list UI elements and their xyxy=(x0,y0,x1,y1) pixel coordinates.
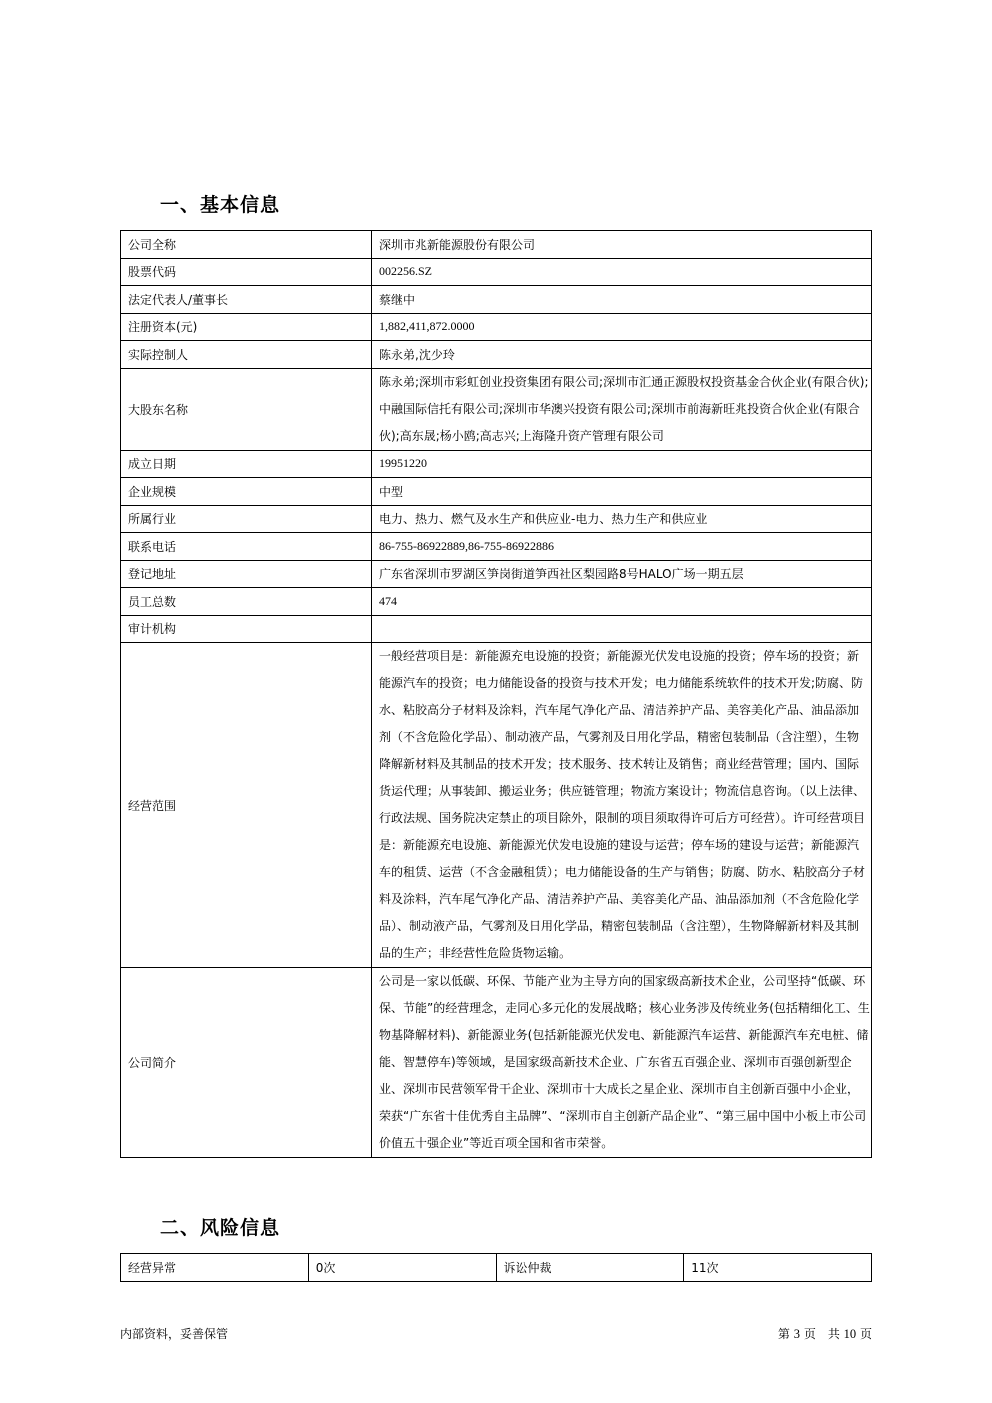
table-row xyxy=(121,478,872,506)
phone-label: 联系电话 xyxy=(121,533,372,561)
table-row xyxy=(121,588,872,616)
basic-info-table xyxy=(120,230,872,1158)
table-row xyxy=(121,450,872,478)
page-current: 3 xyxy=(793,1327,800,1341)
controller-value: 陈永弟,沈少玲 xyxy=(372,341,872,369)
shareholders-label: 大股东名称 xyxy=(121,368,372,450)
table-row xyxy=(121,1254,872,1282)
stock-code-label: 股票代码 xyxy=(121,258,372,286)
business-scope-value: 一般经营项目是：新能源充电设施的投资；新能源光伏发电设施的投资；停车场的投资；新能源汽车的投资；电力储能设备的投资与技术开发；电力储能系统软件的技术开发;防腐、防水、粘胶高分子材料及涂料，汽车尾气净化产品、清洁养护产品、美容美化产品、油品添加剂（不含危险化学品）、制动液产品，气雾剂及日用化学品，精密包装制品（含注塑），生物降解新材料及其制品的技术开发；技术服务、技术转让及销售；商业经营管理；国内、国际货运代理；从事装卸、搬运业务；供应链管理；物流方案设计；物流信息咨询。（以上法律、行政法规、国务院决定禁止的项目除外，限制的项目须取得许可后方可经营）。许可经营项目是：新能源充电设施、新能源光伏发电设施的建设与运营；停车场的建设与运营；新能源汽车的租赁、运营（不含金融租赁）；电力储能设备的生产与销售；防腐、防水、粘胶高分子材料及涂料，汽车尾气净化产品、清洁养护产品、美容美化产品、油品添加剂（不含危险化学品）、制动液产品，气雾剂及日用化学品，精密包装制品（含注塑），生物降解新材料及其制品的生产；非经营性危险货物运输。 xyxy=(372,643,872,968)
table-row xyxy=(121,286,872,314)
abnormal-label: 经营异常 xyxy=(121,1254,309,1282)
reg-capital-value: 1,882,411,872.0000 xyxy=(372,313,872,341)
profile-value: 公司是一家以低碳、环保、节能产业为主导方向的国家级高新技术企业，公司坚持“低碳、环保、节能”的经营理念，走同心多元化的发展战略；核心业务涉及传统业务(包括精细化工、生物基降解材料)、新能源业务(包括新能源光伏发电、新能源汽车运营、新能源汽车充电桩、储能、智慧停车)等领域，是国家级高新技术企业、广东省五百强企业、深圳市百强创新型企业、深圳市民营领军骨干企业、深圳市十大成长之星企业、深圳市自主创新百强中小企业，荣获“广东省十佳优秀自主品牌”、“深圳市自主创新产品企业”、“第三届中国中小板上市公司价值五十强企业”等近百项全国和省市荣誉。 xyxy=(372,968,872,1158)
table-row xyxy=(121,368,872,450)
auditor-label: 审计机构 xyxy=(121,615,372,643)
table-row xyxy=(121,505,872,533)
page-suffix: 页 xyxy=(859,1327,872,1341)
risk-info-table xyxy=(120,1253,872,1282)
business-scope-label: 经营范围 xyxy=(121,643,372,968)
company-name-value: 深圳市兆新能源股份有限公司 xyxy=(372,231,872,259)
table-row xyxy=(121,341,872,369)
table-row xyxy=(121,560,872,588)
profile-label: 公司简介 xyxy=(121,968,372,1158)
address-value: 广东省深圳市罗湖区笋岗街道笋西社区梨园路8号HALO广场一期五层 xyxy=(372,560,872,588)
table-row xyxy=(121,643,872,968)
litigation-label: 诉讼仲裁 xyxy=(496,1254,684,1282)
founded-value: 19951220 xyxy=(372,450,872,478)
page-total: 10 xyxy=(843,1327,857,1341)
controller-label: 实际控制人 xyxy=(121,341,372,369)
industry-value: 电力、热力、燃气及水生产和供应业-电力、热力生产和供应业 xyxy=(372,505,872,533)
page-prefix: 第 xyxy=(777,1327,790,1341)
employees-label: 员工总数 xyxy=(121,588,372,616)
phone-value: 86-755-86922889,86-755-86922886 xyxy=(372,533,872,561)
legal-rep-label: 法定代表人/董事长 xyxy=(121,286,372,314)
industry-label: 所属行业 xyxy=(121,505,372,533)
section-title-risk-info: 二、风险信息 xyxy=(160,1217,281,1239)
company-name-label: 公司全称 xyxy=(121,231,372,259)
reg-capital-label: 注册资本(元) xyxy=(121,313,372,341)
table-row xyxy=(121,968,872,1158)
table-row xyxy=(121,258,872,286)
footer-confidential-note: 内部资料，妥善保管 xyxy=(120,1327,229,1341)
table-row xyxy=(121,231,872,259)
table-row xyxy=(121,615,872,643)
scale-value: 中型 xyxy=(372,478,872,506)
founded-label: 成立日期 xyxy=(121,450,372,478)
legal-rep-value: 蔡继中 xyxy=(372,286,872,314)
litigation-value: 11次 xyxy=(684,1254,872,1282)
section-title-basic-info: 一、基本信息 xyxy=(160,194,281,216)
page-mid: 页 共 xyxy=(803,1327,840,1341)
table-row xyxy=(121,533,872,561)
scale-label: 企业规模 xyxy=(121,478,372,506)
stock-code-value: 002256.SZ xyxy=(372,258,872,286)
shareholders-value: 陈永弟;深圳市彩虹创业投资集团有限公司;深圳市汇通正源股权投资基金合伙企业(有限合伙);中融国际信托有限公司;深圳市华澳兴投资有限公司;深圳市前海新旺兆投资合伙企业(有限合伙);高东晟;杨小鸥;高志兴;上海隆升资产管理有限公司 xyxy=(372,368,872,450)
address-label: 登记地址 xyxy=(121,560,372,588)
table-row xyxy=(121,313,872,341)
abnormal-value: 0次 xyxy=(308,1254,496,1282)
page-number xyxy=(778,1325,872,1342)
auditor-value xyxy=(372,615,872,643)
employees-value: 474 xyxy=(372,588,872,616)
